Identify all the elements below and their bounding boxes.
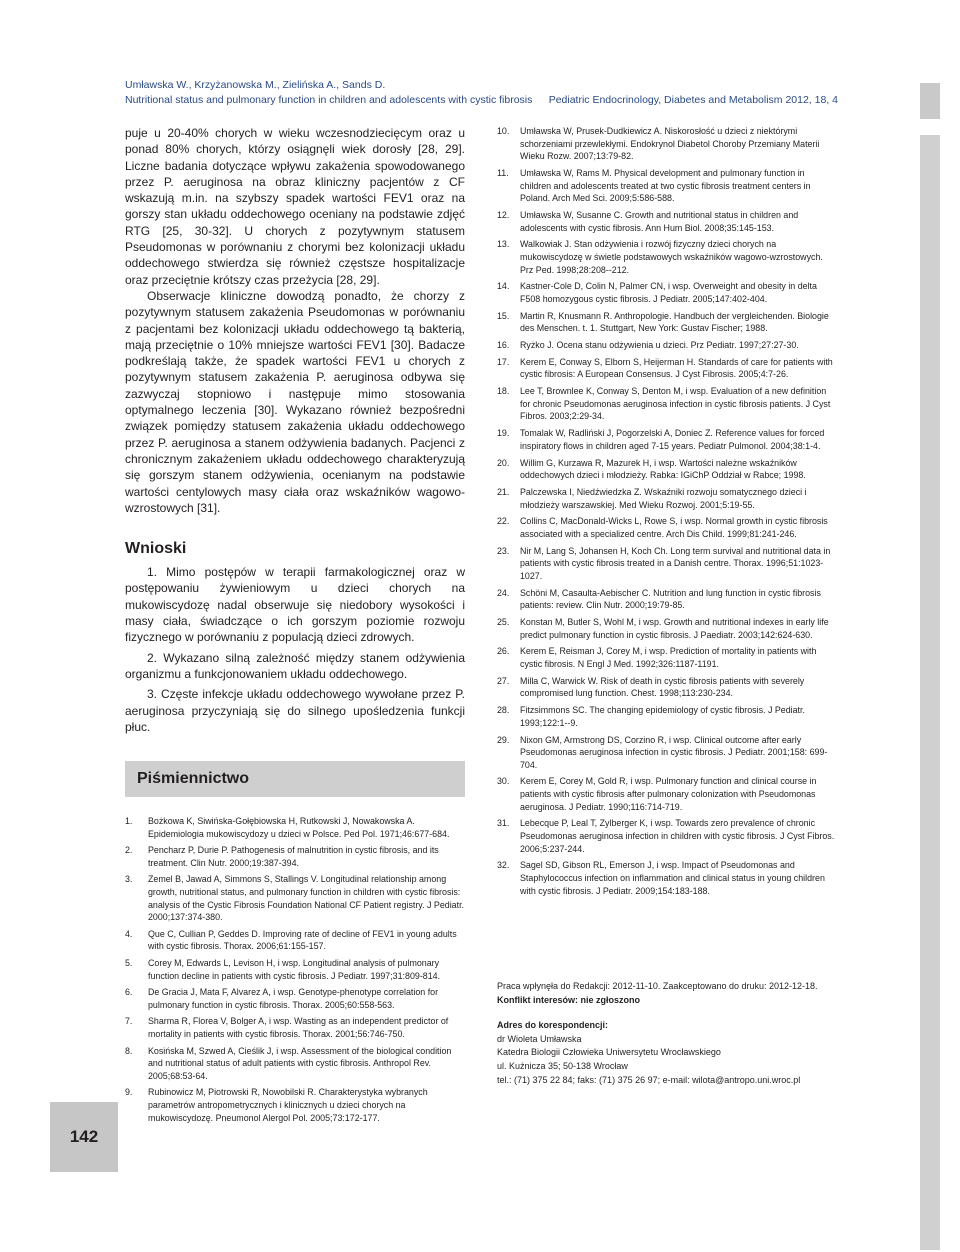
reference-item: 15. Martin R, Knusmann R. Anthropologie. Handbuch der vergleichenden. Biologie des Menschen. t. 1. Stuttgart, New York: Gustav Fischer; 1988. [497, 310, 829, 334]
reference-item: 17. Kerem E, Conway S, Elborn S, Heijerman H. Standards of care for patients with cystic fibrosis: A European Consensus. J Cyst Fibrosis. 2005;4:7-26. [497, 356, 833, 380]
reference-item: 28. Fitzsimmons SC. The changing epidemiology of cystic fibrosis. J Pediatr. 1993;122:1--9. [497, 705, 805, 728]
correspondence-name: dr Wioleta Umławska [497, 1033, 582, 1044]
reference-item: 18. Lee T, Brownlee K, Conway S, Denton M, i wsp. Evaluation of a new definition for chronic Pseudomonas aeruginosa infection in cystic fibrosis patients. J Cyst Fibros. 2003;2:29-34. [497, 386, 831, 422]
body-paragraph-1: puje u 20-40% chorych w wieku wczesnodziecięcym oraz u ponad 80% chorych, którzy osiągnęli wiek dorosły [28, 29]. Liczne badania dotyczące wpływu zakażenia spowodowanego przez P. aeruginosa na obraz kliniczny pacjentów z CF wskazują m.in. na szybszy spadek wartości FEV1 oraz na gorszy stan układu oddechowego oceniany na podstawie zdjęć RTG [25, 30-32]. U chorych z pozytywnym statusem Pseudomonas w porównaniu z chorymi bez kolonizacji układu oddechowego stwierdza się również częstsze hospitalizacje oraz przeciętnie krótszy czas przeżycia [28, 29]. [125, 126, 465, 287]
correspondence-dept: Katedra Biologii Człowieka Uniwersytetu Wrocławskiego [497, 1047, 721, 1058]
reference-item: 21. Palczewska I, Niedźwiedzka Z. Wskaźniki rozwoju somatycznego dzieci i młodzieży warszawskiej. Med Wieku Rozwoj. 2001;5:19-55. [497, 486, 807, 510]
reference-item: 5. Corey M, Edwards L, Levison H, i wsp. Longitudinal analysis of pulmonary function decline in patients with cystic fibrosis. J Pediatr. 1997;31:809-814. [125, 958, 441, 981]
conflict-of-interest: Konflikt interesów: nie zgłoszono [497, 994, 641, 1005]
reference-item: 32. Sagel SD, Gibson RL, Emerson J, i wsp. Impact of Pseudomonas and Staphylococcus infection on inflammation and clinical status in young children with cystic fibrosis. J Pediatr. 2009;154:183-188. [497, 860, 825, 896]
reference-item: 3. Zemel B, Jawad A, Simmons S, Stallings V. Longitudinal relationship among growth, nutritional status, and pulmonary function in children with cystic fibrosis: analysis of the Cystic Fibrosis Foundation National CF Patient registry. J Pediatr. 2000;137:374-380. [125, 874, 465, 923]
reference-item: 31. Lebecque P, Leal T, Zylberger K, i wsp. Towards zero prevalence of chronic Pseudomonas aeruginosa infection in children with cystic fibrosis. J Cyst Fibros. 2006;5:237-244. [497, 818, 835, 854]
reference-item: 26. Kerem E, Reisman J, Corey M, i wsp. Prediction of mortality in patients with cystic fibrosis. N Engl J Med. 1992;326:1187-1191. [497, 646, 817, 669]
left-column [125, 125, 465, 1128]
reference-item: 9. Rubinowicz M, Piotrowski R, Nowobilski R. Charakterystyka wybranych parametrów antropometrycznych i klinicznych u dzieci chorych na mukowiscydozę. Pneumonol Alergol Pol. 2005;73:172-177. [125, 1087, 428, 1123]
conclusions-heading: Wnioski [125, 540, 187, 558]
received-info: Praca wpłynęła do Redakcji: 2012-11-10. Zaakceptowano do druku: 2012-12-18. [497, 981, 818, 991]
header-title: Nutritional status and pulmonary function in children and adolescents with cystic fibrosis [125, 94, 533, 106]
reference-item: 29. Nixon GM, Armstrong DS, Corzino R, i wsp. Clinical outcome after early Pseudomonas aeruginosa infection in cystic fibrosis. J Pediatr. 2001;158: 699-704. [497, 734, 828, 770]
side-bar-decoration [920, 135, 940, 1250]
reference-item: 8. Kosińska M, Szwed A, Cieślik J, i wsp. Assessment of the biological condition and nutritional status of adult patients with cystic fibrosis. Anthropol Rev. 2005;68:53-64. [125, 1045, 452, 1081]
reference-item: 1. Bożkowa K, Siwińska-Gołębiowska H, Rutkowski J, Nowakowska A. Epidemiologia mukowiscydozy u dzieci w Polsce. Ped Pol. 1971;46:677-684. [125, 816, 450, 839]
reference-item: 20. Willim G, Kurzawa R, Mazurek H, i wsp. Wartości należne wskaźników oddechowych dzieci i młodzieży. Rabka: IGiChP Oddział w Rabce; 1998. [497, 457, 806, 481]
conclusion-item: 1. Mimo postępów w terapii farmakologicznej oraz w postępowaniu żywieniowym u dzieci chorych na mukowiscydozę nadal obserwuje się niedobory wysokości i masy ciała, świadczące o ich gorszym poziomie rozwoju fizycznego w porównaniu z populacją dzieci zdrowych. [125, 565, 465, 645]
reference-item: 24. Schöni M, Casaulta-Aebischer C. Nutrition and lung function in cystic fibrosis patients: review. Clin Nutr. 2000;19:79-85. [497, 587, 821, 611]
reference-item: 11. Umławska W, Rams M. Physical development and pulmonary function in children and adolescents treated at two cystic fibrosis treatment centers in Poland. Arch Med Sci. 2009;5:586-588. [497, 167, 811, 204]
conclusion-item: 3. Częste infekcje układu oddechowego wywołane przez P. aeruginosa przyczyniają się do silnego upośledzenia funkcji płuc. [125, 687, 465, 734]
reference-item: 23. Nir M, Lang S, Johansen H, Koch Ch. Long term survival and nutritional data in patients with cystic fibrosis treated in a Danish centre. Thorax. 1996;51:1023-1027. [497, 545, 831, 581]
reference-item: 12. Umławska W, Susanne C. Growth and nutritional status in children and adolescents with cystic fibrosis. Ann Hum Biol. 2008;35:145-153. [497, 209, 799, 233]
page-number: 142 [50, 1102, 118, 1172]
running-header [125, 78, 532, 108]
reference-item: 10. Umławska W, Prusek-Dudkiewicz A. Niskorosłość u dzieci z niektórymi schorzeniami przewlekłymi. Endokrynol Diabetol Choroby Przemiany Materii Wieku Rozw. 2007;13:79-82. [497, 126, 820, 162]
reference-item: 25. Konstan M, Butler S, Wohl M, i wsp. Growth and nutritional indexes in early life predict pulmonary function in cystic fibrosis. J Paediatr. 2003;142:624-630. [497, 617, 829, 640]
header-authors: Umławska W., Krzyżanowska M., Zielińska A., Sands D. [125, 79, 386, 91]
reference-item: 2. Pencharz P, Durie P. Pathogenesis of malnutrition in cystic fibrosis, and its treatment. Clin Nutr. 2000;19:387-394. [125, 845, 439, 868]
body-paragraph-2: Obserwacje kliniczne dowodzą ponadto, że chorzy z pozytywnym statusem zakażenia Pseudomonas w porównaniu z pacjentami bez kolonizacji układu oddechowego tą bakterią, mają przeciętnie o 10% mniejsze wartości FEV1 [30]. Badacze podkreślają także, że spadek wartości FEV1 u chorych z pozytywnym statusem zakażenia P. aeruginosa odbywa się zazwyczaj stopniowo i następuje mimo stosowania optymalnego leczenia [30]. Wykazano również bezpośredni związek pomiędzy statusem zakażenia układu oddechowego przez P. aeruginosa a stanem odżywienia badanych. Pacjenci z chronicznym zakażeniem układu oddechowego charakteryzują się gorszym stanem odżywienia, ocenianym na podstawie wartości centylowych masy ciała oraz wskaźników wagowo-wzrostowych [31]. [125, 288, 465, 515]
reference-item: 27. Milla C, Warwick W. Risk of death in cystic fibrosis patients with severely compromised lung function. Chest. 1998;113:230-234. [497, 675, 805, 699]
right-column [497, 125, 837, 901]
correspondence-street: ul. Kuźnicza 35; 50-138 Wrocław [497, 1060, 628, 1071]
reference-item: 4. Que C, Cullian P, Geddes D. Improving rate of decline of FEV1 in young adults with cystic fibrosis. Thorax. 2006;61:155-157. [125, 928, 457, 952]
reference-item: 22. Collins C, MacDonald-Wicks L, Rowe S, i wsp. Normal growth in cystic fibrosis associated with a specialized centre. Arch Dis Child. 1999;81:241-246. [497, 516, 828, 539]
conclusion-item: 2. Wykazano silną zależność między stanem odżywienia organizmu a funkcjonowaniem układu oddechowego. [125, 650, 465, 681]
reference-list-right [497, 125, 837, 897]
corner-decoration [920, 83, 940, 119]
correspondence-contact: tel.: (71) 375 22 84; faks: (71) 375 26 97; e-mail: wilota@antropo.uni.wroc.pl [497, 1074, 801, 1085]
reference-item: 7. Sharma R, Florea V, Bolger A, i wsp. Wasting as an independent predictor of mortality in patients with cystic fibrosis. Thorax. 2001;56:746-750. [125, 1016, 449, 1039]
header-journal: Pediatric Endocrinology, Diabetes and Metabolism 2012, 18, 4 [548, 94, 838, 106]
bibliography-heading: Piśmiennictwo [137, 770, 250, 788]
reference-item: 19. Tomalak W, Radliński J, Pogorzelski A, Doniec Z. Reference values for forced inspiratory flows in children aged 7-15 years. Pediatr Pulmonol. 2004;38:1-4. [497, 428, 825, 451]
reference-item: 6. De Gracia J, Mata F, Alvarez A, i wsp. Genotype-phenotype correlation for pulmonary function in cystic fibrosis. Thorax. 2005;60:558-563. [125, 987, 439, 1010]
reference-item: 14. Kastner-Cole D, Colin N, Palmer CN, i wsp. Overweight and obesity in delta F508 homozygous cystic fibrosis. J Pediatr. 2005;147:402-404. [497, 281, 817, 304]
article-footer [497, 980, 837, 1087]
reference-item: 13. Walkowiak J. Stan odżywienia i rozwój fizyczny dzieci chorych na mukowiscydozę w świetle podstawowych wskaźników wagowo-wzrostowych. Prz Ped. 1998;28:208--212. [497, 239, 823, 275]
correspondence-heading: Adres do korespondencji: [497, 1020, 609, 1031]
reference-item: 16. Ryżko J. Ocena stanu odżywienia u dzieci. Prz Pediatr. 1997;27:27-30. [497, 340, 799, 351]
reference-list-left [125, 815, 465, 1124]
reference-item: 30. Kerem E, Corey M, Gold R, i wsp. Pulmonary function and clinical course in patients with cystic fibrosis after pulmonary colonization with Pseudomonas aeruginosa. J Pediatr. 1990;116:714-719. [497, 776, 817, 812]
bibliography-heading-bar [125, 761, 465, 797]
